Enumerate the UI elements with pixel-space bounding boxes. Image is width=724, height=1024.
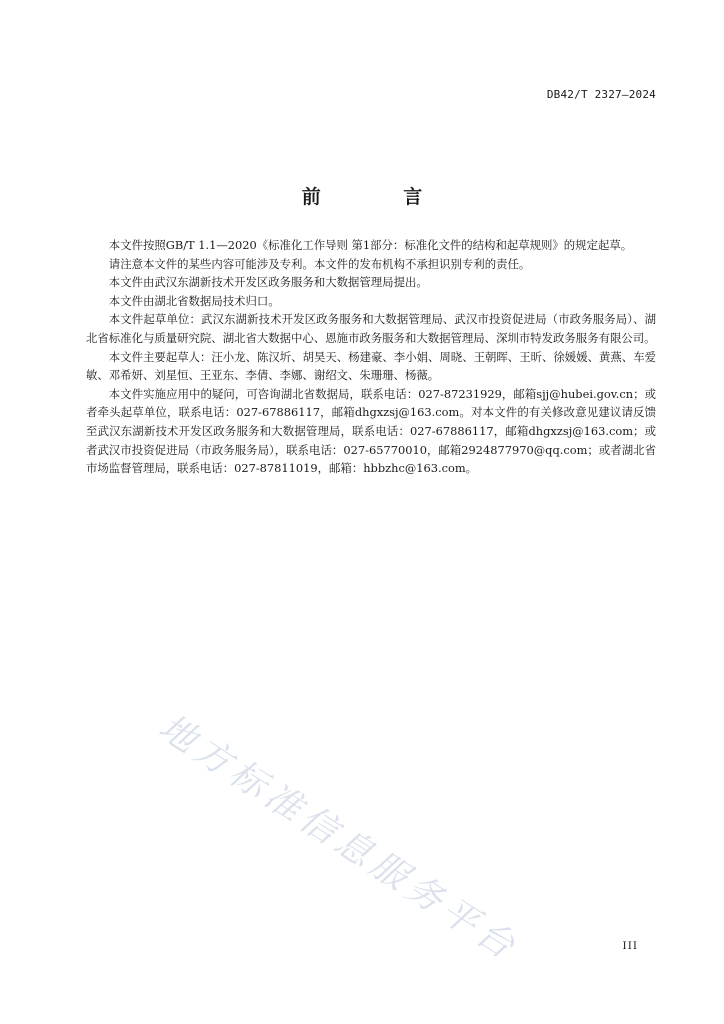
foreword-body [86, 236, 656, 478]
paragraph-administrator: 本文件由湖北省数据局技术归口。 [108, 293, 280, 308]
paragraph-drafting-units: 本文件起草单位：武汉东湖新技术开发区政务服务和大数据管理局、武汉市投资促进局（市政务服务局）、湖北省标准化与质量研究院、湖北省大数据中心、恩施市政务服务和大数据管理局、深圳市特发政务服务有限公司。 [86, 312, 656, 345]
page-number: III [622, 940, 638, 952]
paragraph-drafting-rules: 本文件按照GB/T 1.1—2020《标准化工作导则 第1部分：标准化文件的结构和起草规则》的规定起草。 [108, 238, 633, 252]
watermark: 地方标准信息服务平台 [151, 706, 526, 970]
document-code: DB42/T 2327—2024 [546, 88, 656, 101]
paragraph-patent-notice: 请注意本文件的某些内容可能涉及专利。本文件的发布机构不承担识别专利的责任。 [108, 256, 531, 271]
paragraph-contact: 本文件实施应用中的疑问，可咨询湖北省数据局，联系电话：027-87231929，邮箱sjj@hubei.gov.cn；或者牵头起草单位，联系电话：027-67886117，邮箱dhgxzsj@163.com。对本文件的有关修改意见建议请反馈至武汉东湖新技术开发区政务服务和大数据管理局，联系电话：027-67886117，邮箱dhgxzsj@163.com；或者武汉市投资促进局（市政务服务局），联系电话：027-65770010，邮箱2924877970@qq.com；或者湖北省市场监督管理局，联系电话：027-87811019，邮箱：hbbzhc@163.com。 [86, 386, 656, 476]
paragraph-proposer: 本文件由武汉东湖新技术开发区政务服务和大数据管理局提出。 [108, 275, 428, 290]
paragraph-drafters: 本文件主要起草人：汪小龙、陈汉圻、胡昊天、杨建豪、李小娟、周晓、王朝晖、王昕、徐媛媛、黄燕、车爱敏、邓希妍、刘星恒、王亚东、李倩、李娜、谢绍文、朱珊珊、杨薇。 [86, 349, 656, 383]
page-title: 前 言 [301, 186, 461, 208]
